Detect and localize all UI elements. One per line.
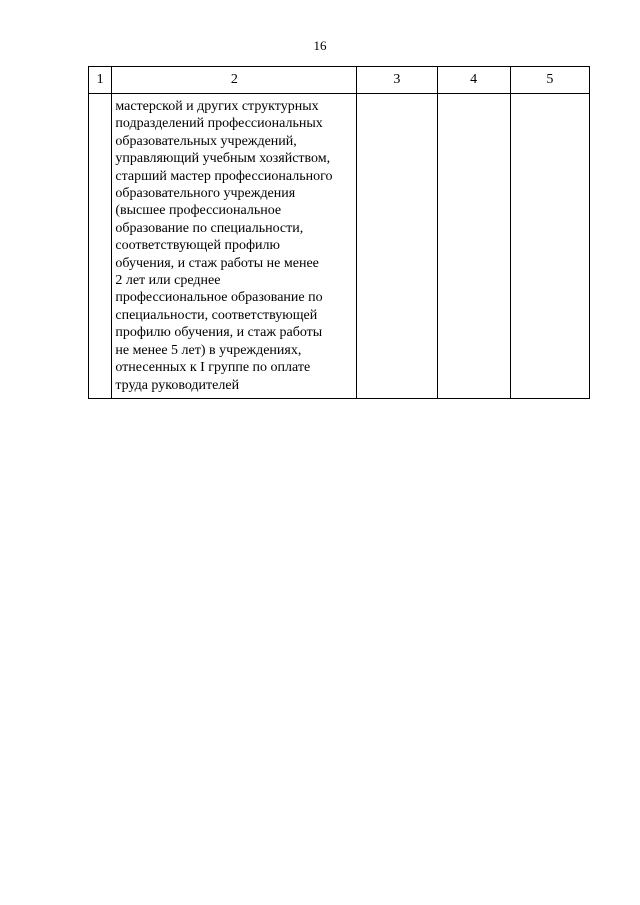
- page-number: 16: [313, 38, 327, 53]
- header-cell-3: 3: [357, 67, 437, 94]
- header-cell-5: 5: [510, 67, 589, 94]
- table-header-row: [89, 67, 590, 94]
- position-description-cell: мастерской и других структурных подразделений профессиональных образовательных учреждений, управляющий учебным хозяйством, старший мастер профессионального образовательного учреждения (высшее профессиональное образование по специальности, соответствующей профилю обучения, и стаж работы не менее 2 лет или среднее профессиональное образование по специальности, соответствующей профилю обучения, и стаж работы не менее 5 лет) в учреждениях, отнесенных к I группе по оплате труда руководителей: [112, 94, 357, 399]
- header-cell-2: 2: [112, 67, 357, 94]
- table-row: [89, 94, 590, 399]
- coefficient-cell: [437, 94, 510, 399]
- salary-table: [88, 66, 590, 399]
- salary-amount-cell: [510, 94, 589, 399]
- row-number-cell: [89, 94, 112, 399]
- header-cell-1: 1: [89, 67, 112, 94]
- base-salary-cell: [357, 94, 437, 399]
- header-cell-4: 4: [437, 67, 510, 94]
